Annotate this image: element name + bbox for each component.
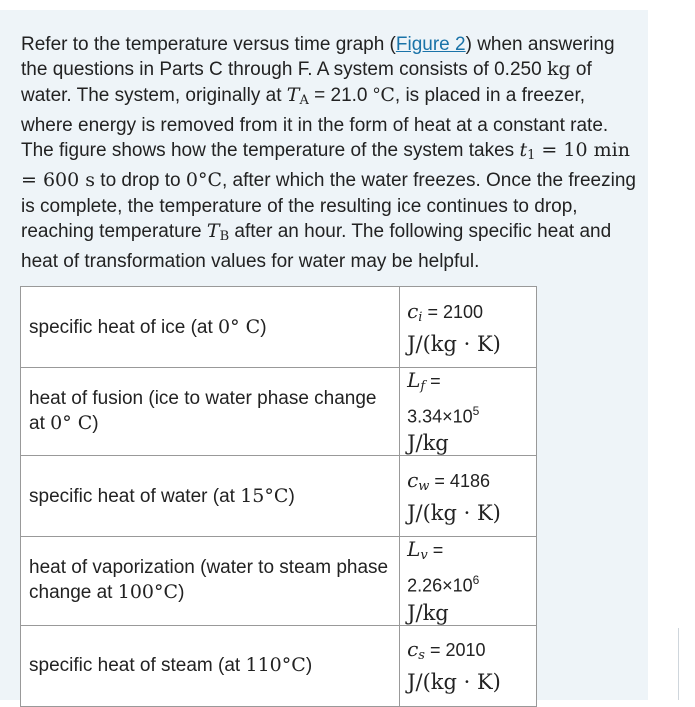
property-value: $c_s = 2010$ J/(kg · K) [400,625,537,706]
ta-symbol: $T_A$ [286,83,309,108]
property-name: heat of fusion (ice to water phase change at 0° C) [21,368,400,456]
time-equation: = 10 min = 600 s [21,139,630,192]
property-name: heat of vaporization (water to steam phase change at 100°C) [21,537,400,625]
property-value: $c_i = 2100$ J/(kg · K) [400,287,537,368]
scrollbar-track[interactable] [678,628,679,700]
property-value: $L_v$ = $2.26\times 10^6$ J/kg [400,537,537,625]
tb-symbol: $T_B$ [206,220,230,245]
property-value: $c_w = 4186$ J/(kg · K) [400,456,537,537]
constants-table [20,286,537,707]
intro-paragraph: Refer to the temperature versus time graph (Figure 2) when answering the questions in Parts C through F. A system consists of 0.250 kg of water. The system, originally at $T_A = 21.0$ °C, is placed in a freezer, where energy is removed from it in the form of heat at a constant rate. The figure shows how the temperature of the system takes $t_1 = 10$ min = 600 s to drop to 0°C, after which the water freezes. Once the freezing is complete, the temperature of the resulting ice continues to drop, reaching temperature $T_B$ after an hour. The following specific heat and heat of transformation values for water may be helpful. [21,34,636,273]
table-row [21,625,537,706]
figure-2-link[interactable]: Figure 2 [395,34,466,55]
table-row [21,287,537,368]
table-row [21,537,537,625]
property-value: $L_f$ = $3.34\times 10^5$ J/kg [400,368,537,456]
problem-intro [21,32,639,275]
table-row [21,456,537,537]
property-name: specific heat of steam (at 110°C) [21,625,400,706]
t1-symbol: $t_1$ [519,139,536,164]
table-row [21,368,537,456]
property-name: specific heat of ice (at 0° C) [21,287,400,368]
property-name: specific heat of water (at 15°C) [21,456,400,537]
